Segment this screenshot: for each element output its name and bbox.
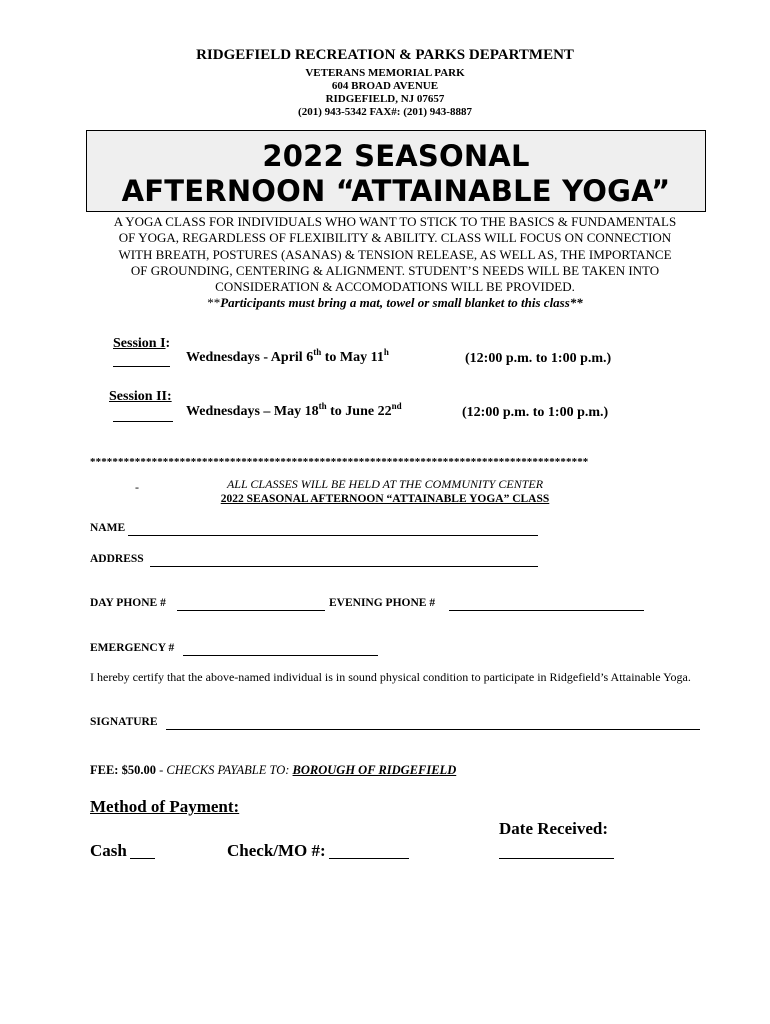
note-prefix: **	[207, 295, 221, 311]
date-received-field[interactable]	[499, 858, 614, 859]
payee-name: BOROUGH OF RIDGEFIELD	[292, 763, 457, 777]
department-name: RIDGEFIELD RECREATION & PARKS DEPARTMENT	[196, 47, 574, 63]
phone-fax: (201) 943-5342 FAX#: (201) 943-8887	[298, 106, 472, 118]
day-phone-field[interactable]	[177, 610, 325, 611]
emergency-label: EMERGENCY #	[90, 642, 175, 654]
day-phone-label: DAY PHONE #	[90, 597, 166, 609]
name-label: NAME	[90, 522, 126, 534]
session-1-start-suffix: th	[313, 347, 322, 357]
registration-class-name: 2022 SEASONAL AFTERNOON “ATTAINABLE YOGA” CLASS	[220, 493, 550, 505]
signature-label: SIGNATURE	[90, 716, 158, 728]
session-1-dates	[186, 347, 389, 366]
description-line: OF YOGA, REGARDLESS OF FLEXIBILITY & ABILITY. CLASS WILL FOCUS ON CONNECTION	[118, 230, 672, 246]
location-note: ALL CLASSES WILL BE HELD AT THE COMMUNITY CENTER	[226, 477, 544, 491]
date-received-label: Date Received:	[499, 819, 609, 838]
session-1-day: Wednesdays - April 6	[186, 350, 314, 365]
certification-statement: I hereby certify that the above-named individual is in sound physical condition to participate in Ridgefield’s Attainable Yoga.	[90, 670, 691, 684]
stray-dash: -	[135, 480, 139, 494]
description-line: A YOGA CLASS FOR INDIVIDUALS WHO WANT TO STICK TO THE BASICS & FUNDAMENTALS	[113, 214, 677, 229]
evening-phone-field[interactable]	[449, 610, 644, 611]
check-mo-field[interactable]	[329, 858, 409, 859]
cash-label: Cash	[90, 841, 127, 860]
description-line: CONSIDERATION & ACCOMODATIONS WILL BE PROVIDED.	[215, 279, 575, 295]
session-1-time: (12:00 p.m. to 1:00 p.m.)	[465, 351, 612, 366]
name-field[interactable]	[128, 535, 538, 536]
class-description	[80, 214, 710, 312]
session-1-label: Session I	[113, 336, 166, 351]
title-box	[86, 130, 706, 212]
session-1-label-suffix: :	[165, 336, 171, 351]
description-line: OF GROUNDING, CENTERING & ALIGNMENT. STUDENT’S NEEDS WILL BE TAKEN INTO	[130, 262, 660, 278]
check-mo-label: Check/MO #:	[227, 841, 326, 860]
asterisk-divider: *****************************************************************************************	[90, 456, 589, 468]
evening-phone-label: EVENING PHONE #	[329, 597, 436, 609]
session-2-end: to June 22	[326, 404, 392, 419]
participant-note	[80, 295, 710, 311]
title-line-1: 2022 SEASONAL	[262, 139, 530, 173]
address-label: ADDRESS	[90, 553, 144, 565]
title-line-2: AFTERNOON “ATTAINABLE YOGA”	[121, 174, 671, 208]
cash-field[interactable]	[130, 858, 155, 859]
emergency-field[interactable]	[183, 655, 378, 656]
session-2-checkbox-line[interactable]	[113, 421, 173, 422]
street-address: 604 BROAD AVENUE	[331, 80, 439, 92]
address-field[interactable]	[150, 566, 538, 567]
session-1-end-suffix: h	[383, 347, 389, 357]
session-1-end: to May 11	[321, 350, 384, 365]
city-address: RIDGEFIELD, NJ 07657	[325, 93, 445, 105]
signature-field[interactable]	[166, 729, 700, 730]
session-2-day: Wednesdays – May 18	[186, 404, 319, 419]
fee-line	[90, 763, 456, 778]
park-name: VETERANS MEMORIAL PARK	[305, 67, 465, 79]
session-2-time: (12:00 p.m. to 1:00 p.m.)	[462, 405, 609, 420]
session-2-dates	[186, 401, 402, 420]
session-2-start-suffix: th	[318, 401, 327, 411]
description-line: WITH BREATH, POSTURES (ASANAS) & TENSION RELEASE, AS WELL AS, THE IMPORTANCE	[118, 246, 672, 262]
session-1-checkbox-line[interactable]	[113, 366, 170, 367]
session-2-label-wrap	[109, 387, 172, 405]
session-2-end-suffix: nd	[391, 401, 402, 411]
session-1-label-wrap	[113, 334, 170, 352]
payment-heading: Method of Payment:	[90, 797, 240, 816]
checks-payable-text: - CHECKS PAYABLE TO:	[155, 763, 293, 777]
note-text: Participants must bring a mat, towel or small blanket to this class**	[220, 295, 583, 311]
session-2-label: Session II:	[109, 389, 172, 404]
fee-amount: FEE: $50.00	[90, 763, 156, 777]
